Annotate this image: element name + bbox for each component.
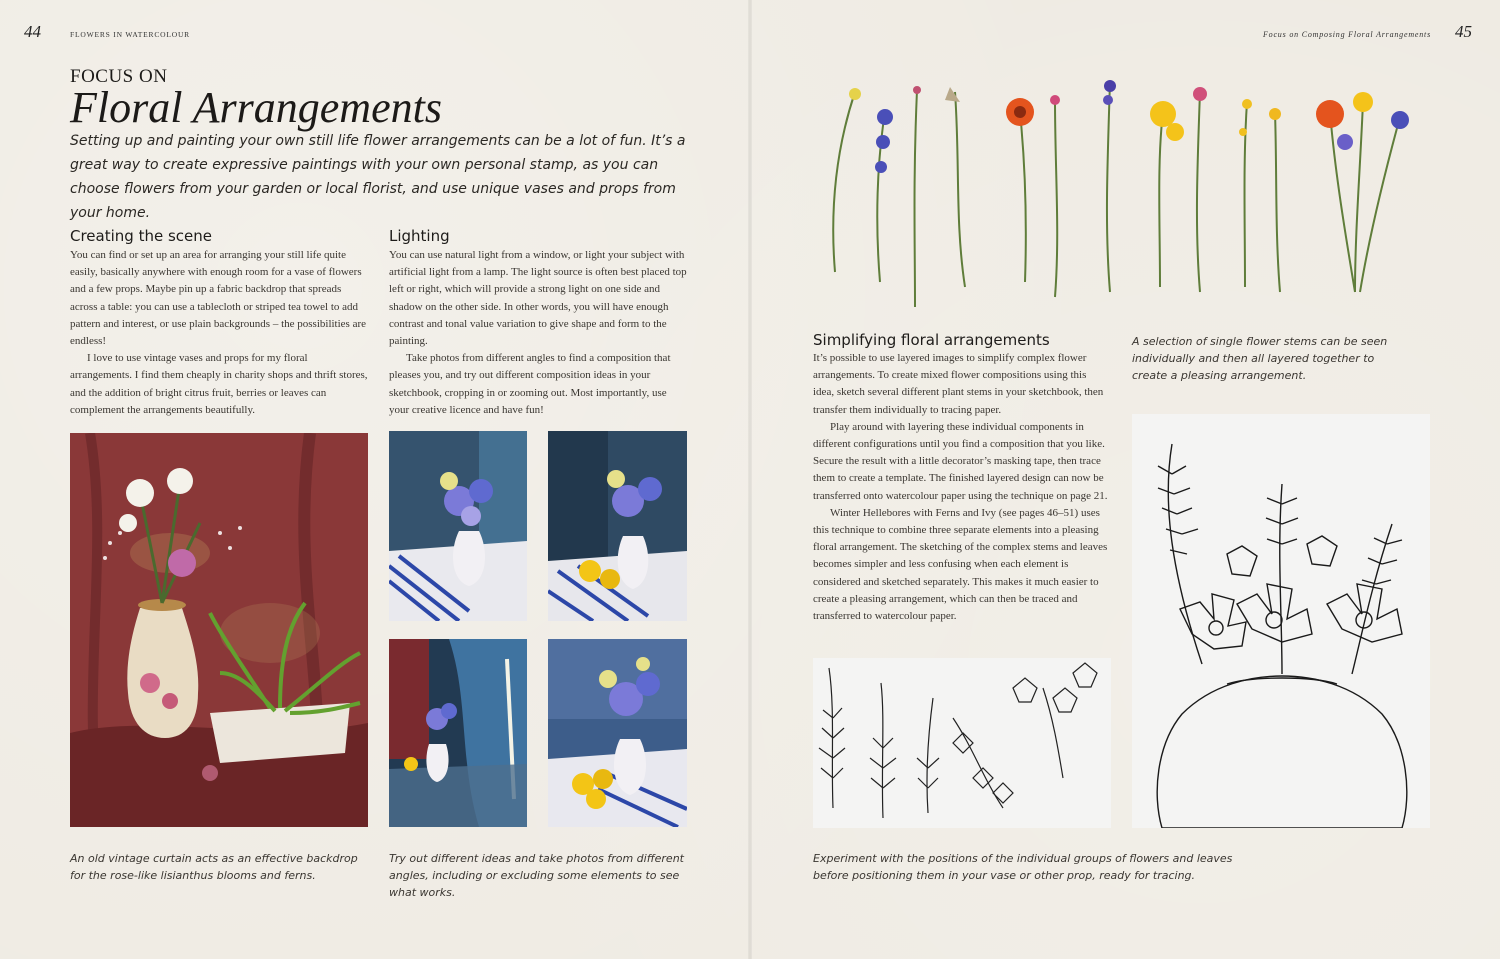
heading-simplifying: Simplifying floral arrangements — [813, 331, 1050, 349]
right-running-head: Focus on Composing Floral Arrangements — [1262, 30, 1431, 39]
page-gutter — [748, 0, 752, 959]
lighting-paragraph-2: Take photos from different angles to find a composition that pleases you, and try out different composition ideas in your sketchbook, cropping in or zooming out. Most importantly, use your creative licence and have fun! — [389, 352, 671, 416]
intro-paragraph: Setting up and painting your own still life flower arrangements can be a lot of fun. It’s a great way to create expressive paintings with your own personal stamp, as you can choose flowers from your garden or local florist, and use unique vases and props from your home. — [70, 133, 686, 221]
lighting-paragraph-1: You can use natural light from a window, or light your subject with artificial light from a lamp. The light source is often best placed top left or right, which will provide a strong light on one side and shadow on the other side. In other words, you will have enough contrast and tonal value variation to give shape and form to the painting. — [389, 249, 687, 348]
photo-lighting-3 — [389, 639, 527, 827]
simplifying-paragraph-1: It’s possible to use layered images to simplify complex flower arrangements. To create mixed flower compositions using this idea, sketch several different plant stems in your sketchbook, then transfer them individually to tracing paper. — [813, 352, 1104, 416]
page-title: Floral Arrangements — [70, 83, 442, 132]
photo-lighting-1 — [389, 431, 527, 621]
lighting-text — [389, 247, 687, 419]
left-page-number: 44 — [24, 22, 41, 41]
caption-experiment: Experiment with the positions of the individual groups of flowers and leaves before positioning them in your vase or other prop, ready for tracing. — [813, 852, 1233, 882]
heading-lighting: Lighting — [389, 227, 450, 245]
caption-stems: A selection of single flower stems can be seen individually and then all layered together to create a pleasing arrangement. — [1132, 335, 1388, 382]
photo-separate-sketches — [813, 658, 1111, 828]
creating-the-scene-text — [70, 247, 370, 419]
caption-curtain: An old vintage curtain acts as an effective backdrop for the rose-like lisianthus blooms and ferns. — [70, 852, 358, 882]
photo-lighting-2 — [548, 431, 687, 621]
caption-angles: Try out different ideas and take photos from different angles, including or excluding some elements to see what works. — [389, 852, 684, 899]
photo-layered-sketch — [1132, 414, 1430, 828]
heading-creating-the-scene: Creating the scene — [70, 227, 212, 245]
title-kicker: FOCUS ON — [70, 66, 168, 87]
creating-paragraph-2: I love to use vintage vases and props for my floral arrangements. I find them cheaply in charity shops and thrift stores, and the addition of bright citrus fruit, berries or leaves can complement the arrangements beautifully. — [70, 352, 368, 416]
simplifying-text — [813, 350, 1109, 625]
creating-paragraph-1: You can find or set up an area for arranging your still life quite easily, basically anywhere with enough room for a vase of flowers and a few props. Maybe pin up a fabric backdrop that spreads across a table: you can use a tablecloth or striped tea towel to add pattern and interest, or use plain backgrounds – the possibilities are endless! — [70, 249, 367, 348]
photo-curtain-still-life — [70, 433, 368, 827]
simplifying-paragraph-3: Winter Hellebores with Ferns and Ivy (see pages 46–51) uses this technique to combine three separate elements into a pleasing floral arrangement. The sketching of the complex stems and leaves becomes simpler and less confusing when each element is considered and sketched separately. This makes it much easier to create a pleasing arrangement, which can then be traced and transferred to watercolour paper. — [813, 506, 1108, 623]
left-running-head: FLOWERS IN WATERCOLOUR — [70, 30, 190, 39]
right-page-number: 45 — [1455, 22, 1472, 41]
photo-single-flower-stems — [815, 72, 1430, 312]
photo-lighting-4 — [548, 639, 687, 827]
simplifying-paragraph-2: Play around with layering these individual components in different configurations until you find a composition that you like. Secure the result with a little decorator’s masking tape, then trace them to create a template. The finished layered design can now be transferred onto watercolour paper using the technique on page 21. — [813, 420, 1108, 502]
